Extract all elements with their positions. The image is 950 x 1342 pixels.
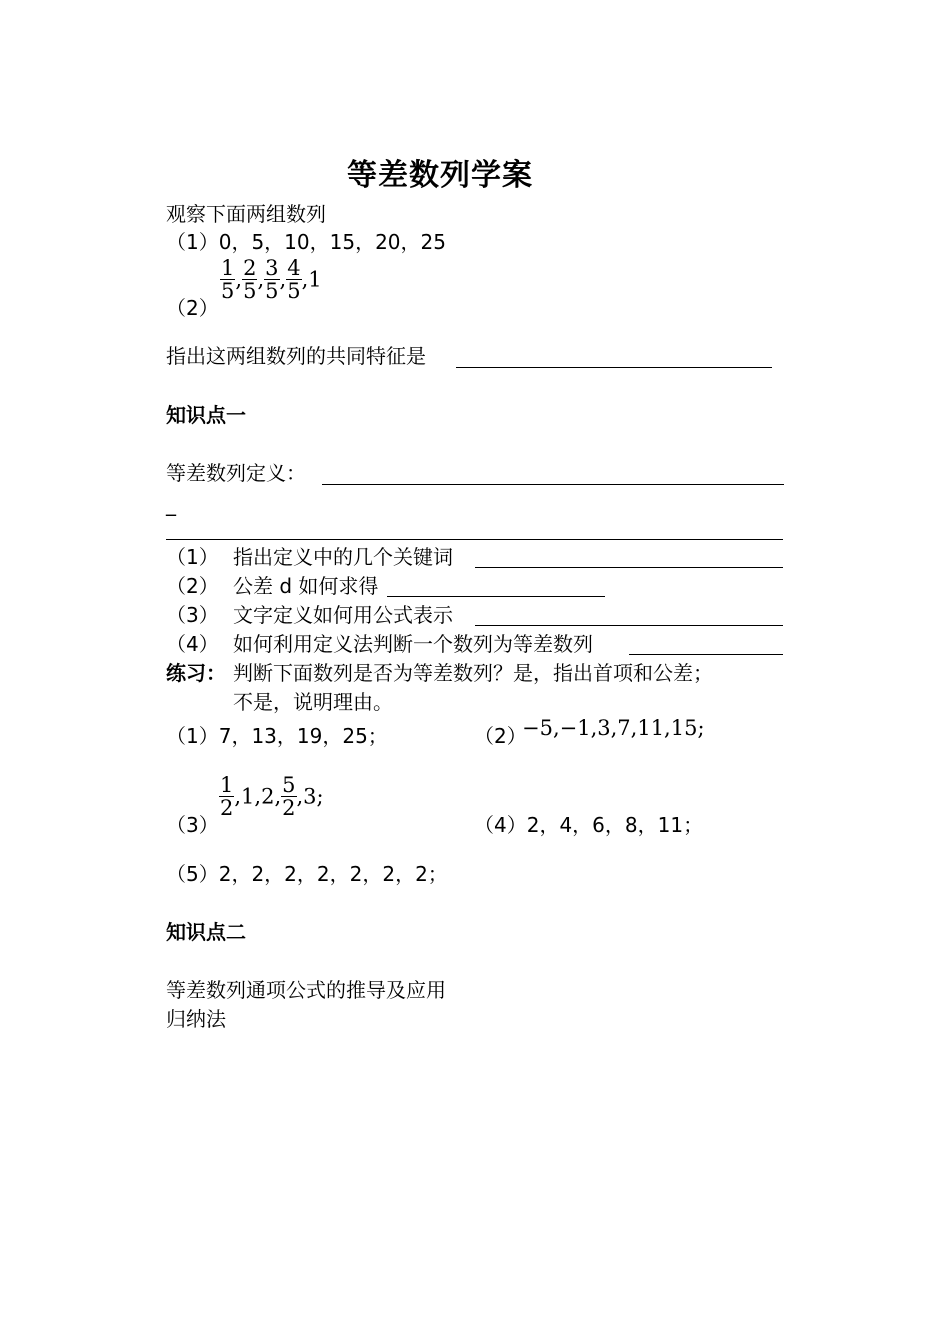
question-3-num: （3） bbox=[166, 603, 219, 627]
exercise-4: （4）2，4，6，8，11； bbox=[474, 813, 704, 837]
definition-blank-2[interactable] bbox=[166, 539, 783, 540]
definition-overflow: _ bbox=[166, 492, 176, 516]
exercise-3-math bbox=[219, 774, 324, 819]
formula-line: 等差数列通项公式的推导及应用 bbox=[166, 978, 446, 1002]
definition-prompt: 等差数列定义： bbox=[166, 461, 306, 485]
denominator: 5 bbox=[265, 279, 279, 303]
fraction bbox=[219, 774, 234, 819]
exercise-3-tail: ,3; bbox=[296, 784, 324, 809]
denominator: 5 bbox=[221, 279, 235, 303]
practice-label: 练习： bbox=[166, 661, 226, 685]
question-1-num: （1） bbox=[166, 545, 219, 569]
fraction bbox=[281, 774, 296, 819]
exercise-3-label: （3） bbox=[166, 813, 219, 837]
answer-blank[interactable] bbox=[629, 654, 783, 655]
method-line: 归纳法 bbox=[166, 1007, 226, 1031]
question-4-num: （4） bbox=[166, 632, 219, 656]
answer-blank[interactable] bbox=[387, 596, 605, 597]
numerator: 5 bbox=[282, 773, 296, 797]
common-feature-prompt: 指出这两组数列的共同特征是 bbox=[166, 344, 426, 368]
question-4-text: 如何利用定义法判断一个数列为等差数列 bbox=[233, 632, 593, 656]
practice-line-2: 不是，说明理由。 bbox=[233, 690, 393, 714]
exercise-5: （5）2，2，2，2，2，2，2； bbox=[166, 862, 448, 886]
question-3-text: 文字定义如何用公式表示 bbox=[233, 603, 453, 627]
sequence-2-label: （2） bbox=[166, 296, 219, 320]
definition-blank[interactable] bbox=[322, 484, 784, 485]
intro-text: 观察下面两组数列 bbox=[166, 202, 326, 226]
numerator: 1 bbox=[221, 256, 235, 280]
kp2-heading: 知识点二 bbox=[166, 920, 246, 944]
denominator: 5 bbox=[243, 279, 257, 303]
numerator: 1 bbox=[220, 773, 234, 797]
sequence-1: （1）0，5，10，15，20，25 bbox=[166, 230, 446, 254]
denominator: 5 bbox=[287, 279, 301, 303]
numerator: 4 bbox=[287, 256, 301, 280]
numerator: 3 bbox=[265, 256, 279, 280]
fraction bbox=[264, 257, 279, 302]
answer-blank[interactable] bbox=[475, 625, 783, 626]
answer-blank[interactable] bbox=[475, 567, 783, 568]
exercise-1: （1）7，13，19，25； bbox=[166, 724, 388, 748]
exercise-3-middle: ,1,2, bbox=[234, 784, 282, 809]
fraction bbox=[286, 257, 301, 302]
question-1-text: 指出定义中的几个关键词 bbox=[233, 545, 453, 569]
denominator: 2 bbox=[282, 796, 296, 820]
question-2-text: 公差 d 如何求得 bbox=[233, 574, 379, 598]
exercise-2-math: −5,−1,3,7,11,15; bbox=[522, 716, 705, 740]
denominator: 2 bbox=[220, 796, 234, 820]
page-title: 等差数列学案 bbox=[347, 158, 533, 193]
question-2-num: （2） bbox=[166, 574, 219, 598]
numerator: 2 bbox=[243, 256, 257, 280]
fraction bbox=[242, 257, 257, 302]
sequence-2-math: $\frac{1}{5}$ , $\frac{2}{5}$ , $\frac{3}{5}$ , $\frac{4}{5}$ ,1 bbox=[221, 256, 322, 303]
exercise-2-label: （2） bbox=[474, 724, 527, 748]
sequence-2-tail: 1 bbox=[308, 267, 322, 292]
answer-blank[interactable] bbox=[456, 367, 772, 368]
fraction bbox=[220, 257, 235, 302]
kp1-heading: 知识点一 bbox=[166, 403, 246, 427]
practice-line-1: 判断下面数列是否为等差数列？是，指出首项和公差； bbox=[233, 661, 713, 685]
